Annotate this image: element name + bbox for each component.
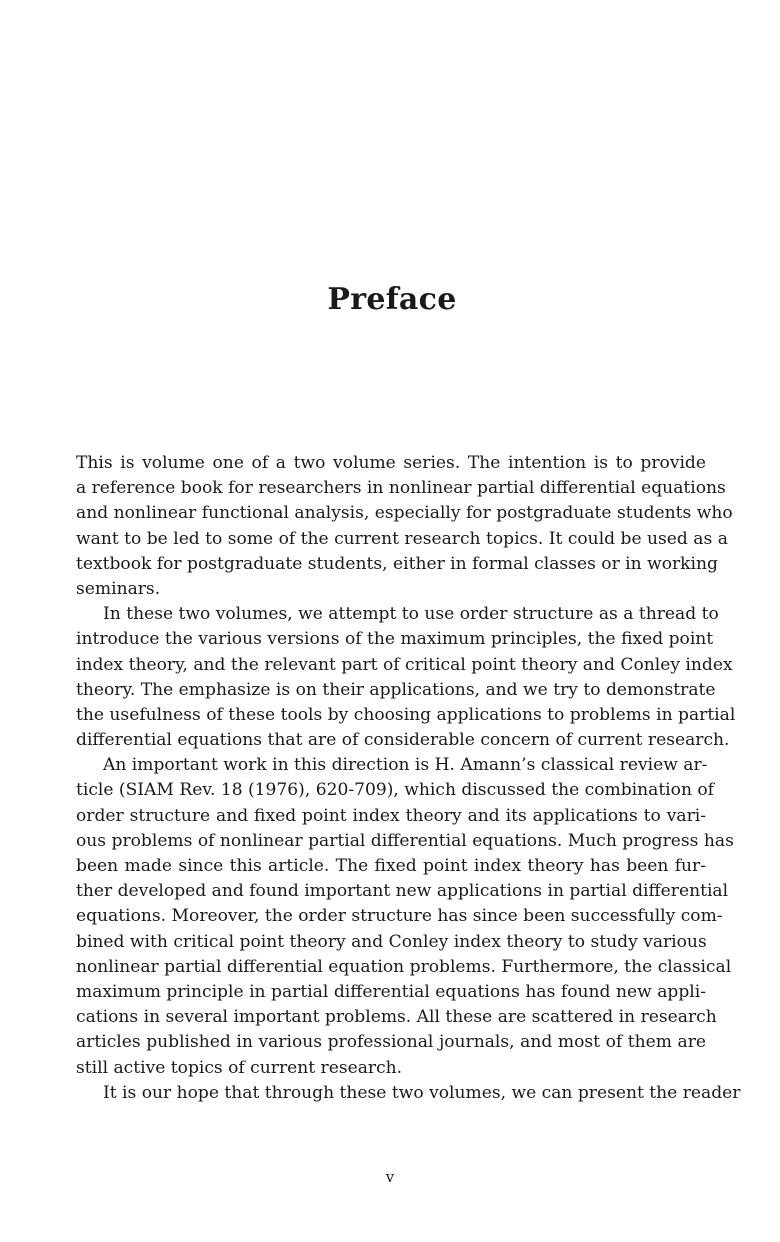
- text-line: This is volume one of a two volume series. The intention is to provide: [76, 453, 706, 473]
- text-line: order structure and fixed point index theory and its applications to vari-: [76, 805, 706, 826]
- text-line: ther developed and found important new applications in partial differential: [76, 881, 729, 902]
- text-line: differential equations that are of considerable concern of current research.: [76, 730, 730, 751]
- text-line: An important work in this direction is H. Amann’s classical review ar-: [103, 755, 708, 776]
- text-line: a reference book for researchers in nonlinear partial differential equations: [76, 478, 726, 499]
- text-line: want to be led to some of the current research topics. It could be used as a: [76, 528, 728, 549]
- text-line: In these two volumes, we attempt to use order structure as a thread to: [103, 604, 719, 625]
- text-line: textbook for postgraduate students, either in formal classes or in working: [76, 553, 718, 574]
- text-line: cations in several important problems. All these are scattered in research: [76, 1007, 717, 1028]
- text-line: articles published in various professional journals, and most of them are: [76, 1032, 706, 1053]
- text-line: equations. Moreover, the order structure has since been successfully com-: [76, 906, 723, 927]
- preface-body: [76, 451, 741, 1106]
- text-line: seminars.: [76, 578, 161, 599]
- text-line: maximum principle in partial differential equations has found new appli-: [76, 981, 706, 1002]
- text-line: introduce the various versions of the maximum principles, the fixed point: [76, 629, 714, 650]
- text-line: nonlinear partial differential equation problems. Furthermore, the classical: [76, 956, 732, 977]
- text-line: the usefulness of these tools by choosing applications to problems in partial: [76, 704, 736, 725]
- page-number: v: [385, 1168, 395, 1186]
- text-line: bined with critical point theory and Conley index theory to study various: [76, 931, 707, 952]
- text-line: still active topics of current research.: [76, 1057, 403, 1078]
- text-line: been made since this article. The fixed point index theory has been fur-: [76, 856, 706, 876]
- text-line: and nonlinear functional analysis, especially for postgraduate students who: [76, 503, 733, 524]
- text-line: ticle (SIAM Rev. 18 (1976), 620-709), which discussed the combination of: [76, 780, 715, 801]
- page-title: Preface: [327, 282, 457, 317]
- text-line: ous problems of nonlinear partial differential equations. Much progress has: [76, 830, 734, 851]
- text-line: theory. The emphasize is on their applications, and we try to demonstrate: [76, 679, 716, 700]
- text-line: It is our hope that through these two volumes, we can present the reader: [103, 1082, 741, 1103]
- text-line: index theory, and the relevant part of critical point theory and Conley index: [76, 654, 733, 675]
